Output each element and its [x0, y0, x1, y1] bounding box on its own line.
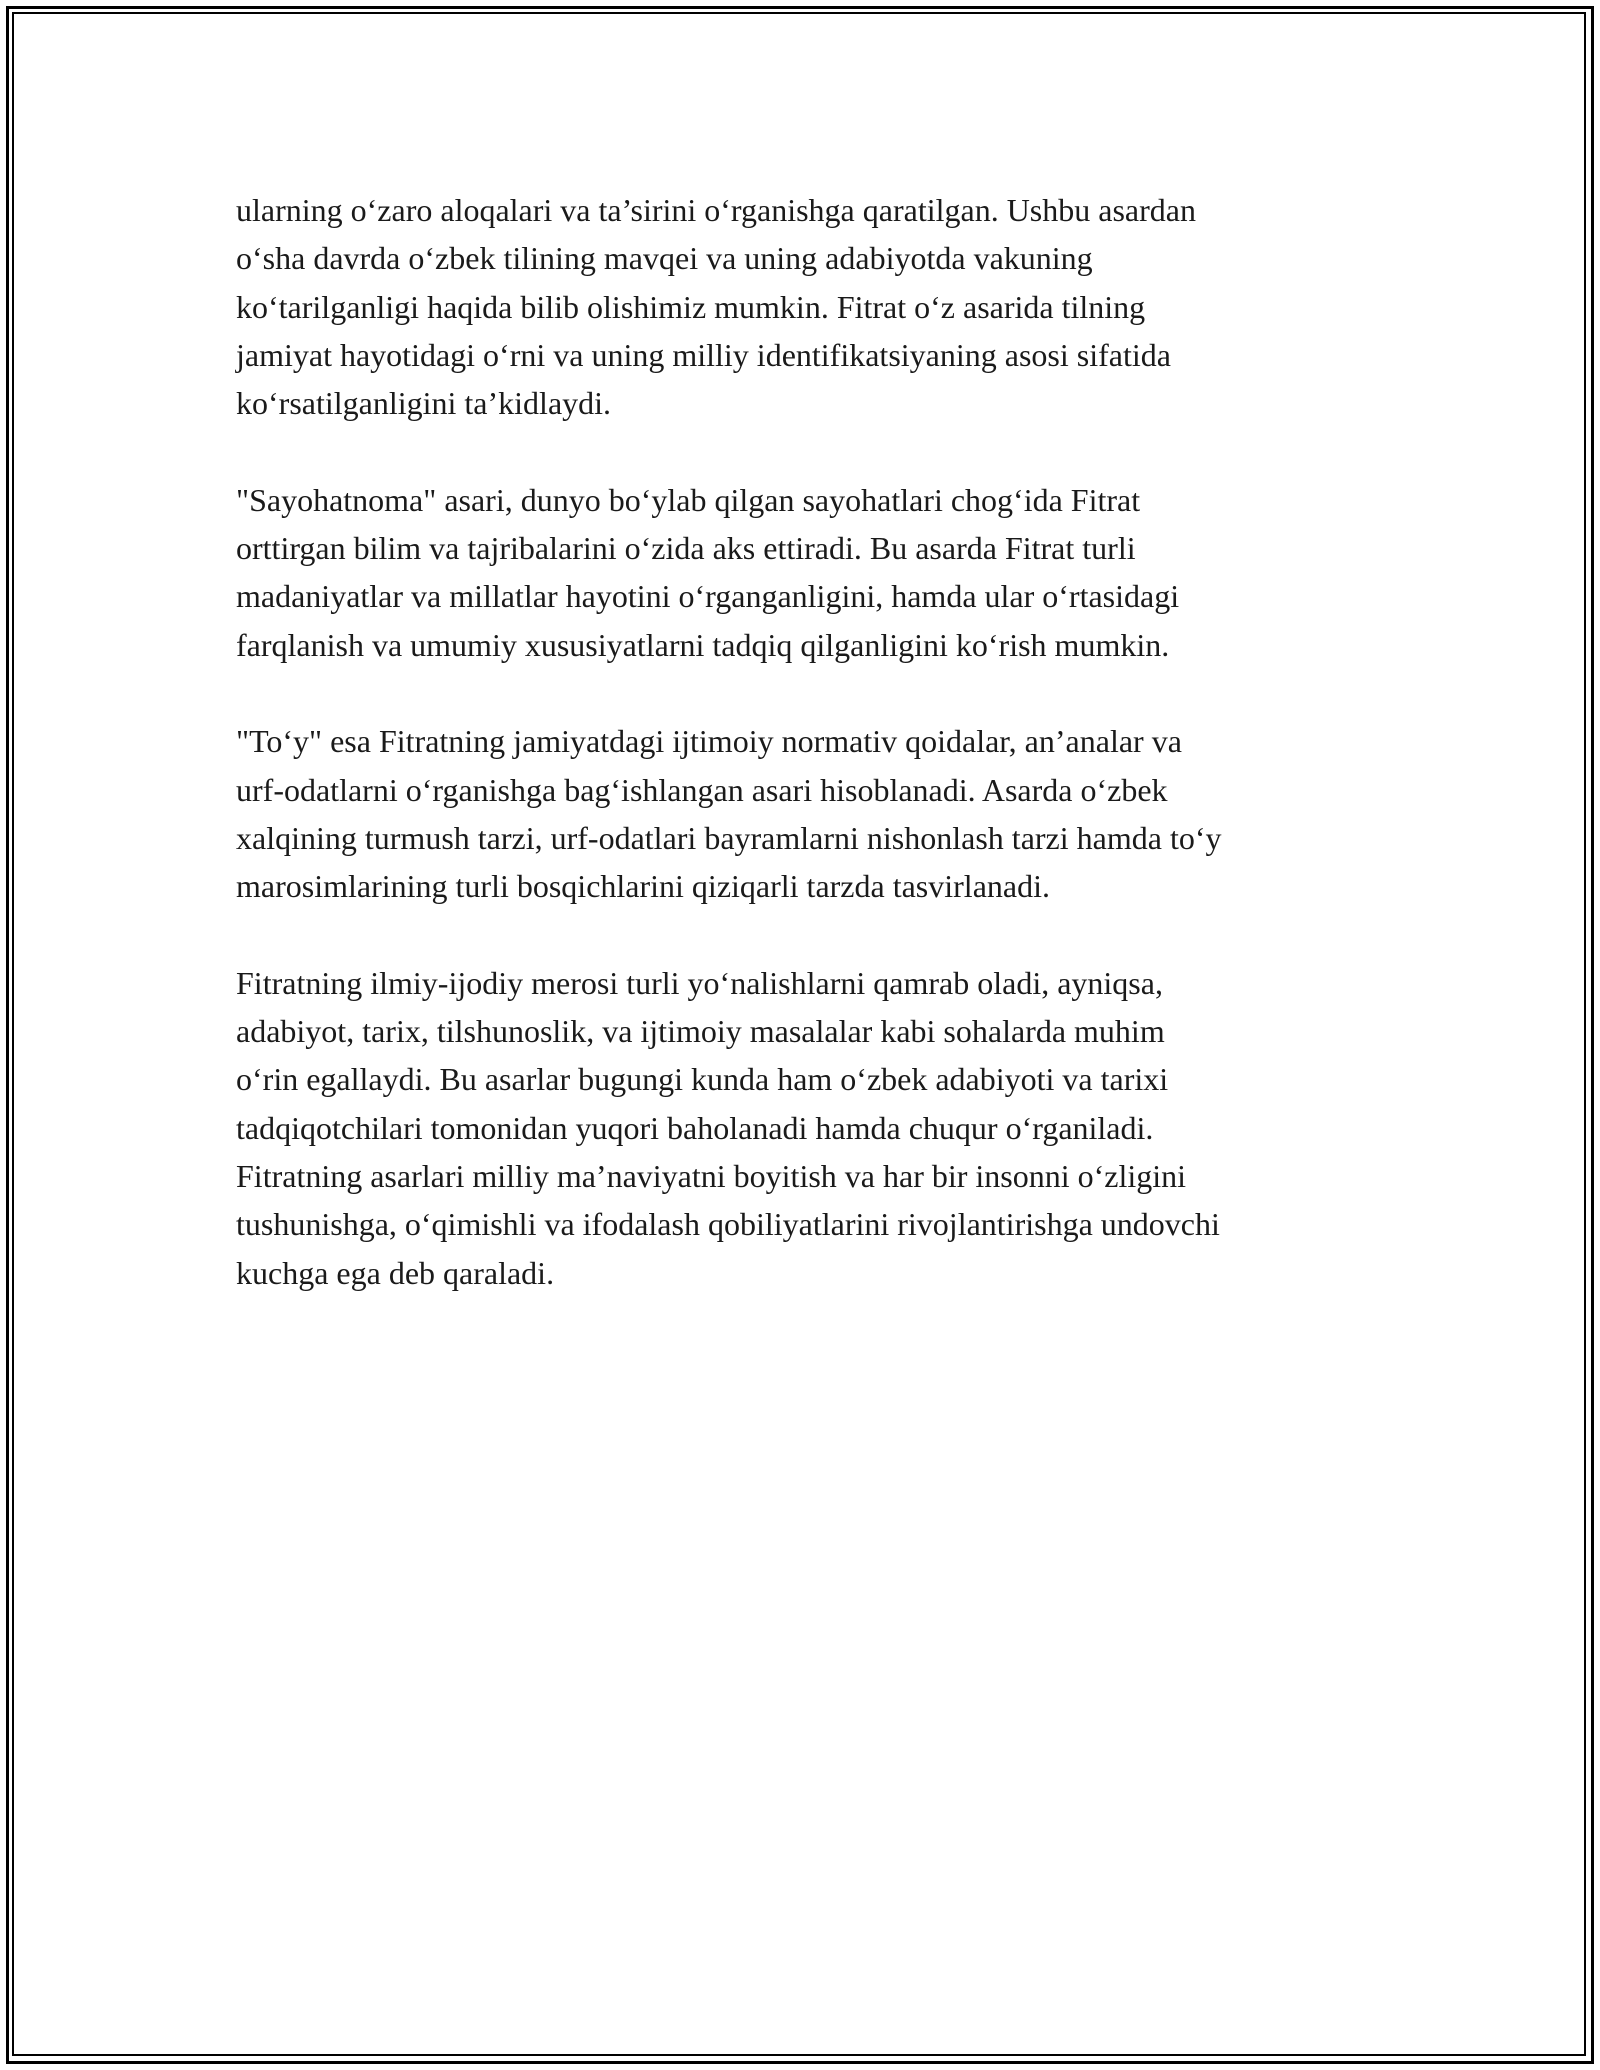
text-line: ko‘tarilganligi haqida bilib olishimiz mumkin. Fitrat o‘z asarida tilning — [236, 288, 1146, 325]
text-line: "To‘y" esa Fitratning jamiyatdagi ijtimoiy normativ qoidalar, an’analar va — [236, 723, 1182, 760]
text-line: tadqiqotchilari tomonidan yuqori baholanadi hamda chuqur o‘rganiladi. — [236, 1109, 1154, 1146]
text-line: "Sayohatnoma" asari, dunyo bo‘ylab qilgan sayohatlari chog‘ida Fitrat — [236, 481, 1141, 518]
text-line: Fitratning asarlari milliy ma’naviyatni boyitish va har bir insonni o‘zligini — [236, 1157, 1187, 1194]
text-line: adabiyot, tarix, tilshunoslik, va ijtimoiy masalalar kabi sohalarda muhim — [236, 1013, 1165, 1050]
text-line: ko‘rsatilganligini ta’kidlaydi. — [236, 385, 612, 422]
paragraph-2 — [236, 476, 1386, 669]
text-line: o‘rin egallaydi. Bu asarlar bugungi kunda ham o‘zbek adabiyoti va tarixi — [236, 1061, 1169, 1098]
document-body — [236, 186, 1386, 1345]
text-line: urf-odatlarni o‘rganishga bag‘ishlangan asari hisoblanadi. Asarda o‘zbek — [236, 771, 1168, 808]
text-line: ularning o‘zaro aloqalari va ta’sirini o‘rganishga qaratilgan. Ushbu asardan — [236, 192, 1196, 228]
paragraph-4 — [236, 959, 1386, 1297]
text-line: xalqining turmush tarzi, urf-odatlari bayramlarni nishonlash tarzi hamda to‘y — [236, 819, 1222, 856]
text-line: o‘sha davrda o‘zbek tilining mavqei va uning adabiyotda vakuning — [236, 240, 1093, 277]
text-line: kuchga ega deb qaraladi. — [236, 1254, 555, 1291]
text-line: tushunishga, o‘qimishli va ifodalash qobiliyatlarini rivojlantirishga undovchi — [236, 1206, 1220, 1243]
paragraph-1 — [236, 186, 1386, 427]
text-line: farqlanish va umumiy xususiyatlarni tadqiq qilganligini ko‘rish mumkin. — [236, 626, 1170, 663]
text-line: Fitratning ilmiy-ijodiy merosi turli yo‘nalishlarni qamrab oladi, ayniqsa, — [236, 964, 1163, 1001]
text-line: jamiyat hayotidagi o‘rni va uning milliy identifikatsiyaning asosi sifatida — [236, 336, 1171, 373]
text-line: orttirgan bilim va tajribalarini o‘zida aks ettiradi. Bu asarda Fitrat turli — [236, 530, 1136, 567]
text-line: madaniyatlar va millatlar hayotini o‘rganganligini, hamda ular o‘rtasidagi — [236, 578, 1180, 615]
text-line: marosimlarining turli bosqichlarini qiziqarli tarzda tasvirlanadi. — [236, 868, 1050, 905]
paragraph-3 — [236, 717, 1386, 910]
